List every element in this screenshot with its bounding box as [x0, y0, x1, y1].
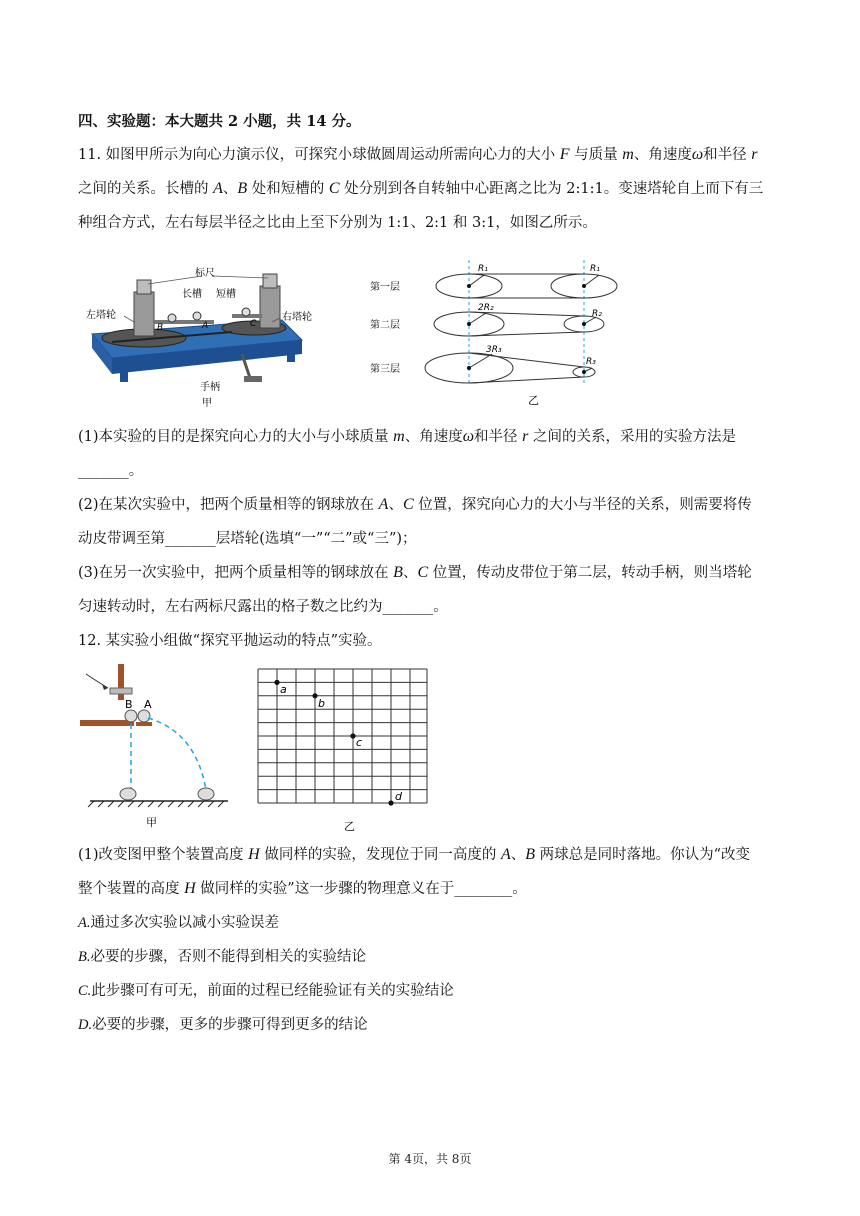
- point-b: [312, 693, 317, 698]
- centripetal-apparatus-figure: [82, 262, 312, 412]
- q11-line-2: [78, 179, 763, 199]
- q11-text: 之间的关系，采用的实验方法是: [528, 429, 736, 445]
- option-text: 必要的步骤，更多的步骤可得到更多的结论: [92, 1017, 368, 1033]
- label-short-groove: 短槽: [216, 289, 236, 300]
- option-letter: B.: [78, 949, 91, 965]
- left-scale-column: [134, 292, 154, 336]
- label-A: A: [144, 698, 152, 711]
- option-letter: C.: [78, 983, 92, 999]
- layer1-left-radius: [469, 275, 484, 286]
- ball-B: [125, 710, 137, 722]
- point-c: [350, 733, 355, 738]
- q11-part1-line1: [78, 427, 736, 447]
- wheel-center: [582, 370, 586, 374]
- q11-text: 、角速度: [633, 147, 692, 163]
- wheel-center: [467, 284, 471, 288]
- var-A: A: [378, 496, 389, 513]
- q11-part3-line2[interactable]: 匀速转动时，左右两标尺露出的格子数之比约为_______。: [78, 599, 448, 615]
- q11-text: 处和短槽的: [247, 181, 329, 197]
- label-b: b: [318, 697, 325, 710]
- label-A: A: [202, 321, 209, 331]
- var-B: B: [237, 180, 248, 197]
- wheel-center: [467, 322, 471, 326]
- q11-text: 、: [402, 565, 418, 581]
- var-omega: ω: [462, 428, 475, 445]
- label-scale: 标尺: [195, 268, 215, 279]
- label-pointer: [212, 276, 268, 278]
- label-r3-left: 3R₃: [486, 345, 502, 355]
- layer1-right-radius: [584, 275, 599, 286]
- q12-part1-line1: [78, 845, 750, 865]
- q11-part3-line1: [78, 563, 752, 583]
- right-scale-top: [263, 274, 277, 288]
- var-A: A: [213, 180, 223, 197]
- q12-text: 两球总是同时落地。你认为“改变: [535, 847, 751, 863]
- q11-part2-line1: [78, 495, 752, 515]
- label-C: C: [250, 319, 257, 329]
- wheel-center: [582, 284, 586, 288]
- figure-caption-yi: 乙: [344, 820, 355, 833]
- option-C[interactable]: [78, 981, 454, 1001]
- option-D[interactable]: [78, 1015, 368, 1035]
- q12-part1-line2[interactable]: [78, 879, 527, 899]
- tower-wheel-layers-figure: [368, 256, 618, 416]
- ball-C: [242, 308, 250, 316]
- q12-title: 12. 某实验小组做“探究平抛运动的特点”实验。: [78, 633, 382, 649]
- q11-text: 位置，传动皮带位于第二层，转动手柄，则当塔轮: [428, 565, 752, 581]
- ground-hatching: [88, 801, 224, 807]
- layer1-label: 第一层: [370, 282, 400, 293]
- q11-line-3: 种组合方式，左右每层半径之比由上至下分别为 1:1、2:1 和 3:1，如图乙所示。: [78, 215, 597, 231]
- option-A[interactable]: [78, 913, 279, 933]
- option-text: 通过多次实验以减小实验误差: [90, 915, 279, 931]
- layer3-belt: [469, 377, 584, 383]
- hammer-head: [110, 688, 132, 694]
- label-handle: 手柄: [200, 382, 220, 393]
- var-B: B: [525, 846, 535, 863]
- label-B: B: [157, 323, 164, 333]
- page-footer: 第 4页，共 8页: [388, 1152, 472, 1166]
- left-scale-top: [137, 280, 151, 294]
- q11-text: 11. 如图甲所示为向心力演示仪，可探究小球做圆周运动所需向心力的大小: [78, 147, 560, 163]
- wheel-center: [582, 322, 586, 326]
- ball-A: [138, 710, 150, 722]
- var-r: r: [751, 146, 758, 163]
- var-m: m: [622, 146, 634, 163]
- q12-text: (1)改变图甲整个装置高度: [78, 847, 249, 863]
- q11-text: 位置，探究向心力的大小与半径的关系，则需要将传: [413, 497, 752, 513]
- q12-text: 整个装置的高度: [78, 881, 185, 897]
- figure-caption-jia: 甲: [146, 816, 157, 829]
- layer2-label: 第二层: [370, 320, 400, 331]
- q11-text: 和半径: [703, 147, 752, 163]
- q12-text: 做同样的实验，发现位于同一高度的: [259, 847, 501, 863]
- q11-part2-line2[interactable]: 动皮带调至第_______层塔轮(选填“一”“二”或“三”)；: [78, 531, 417, 547]
- label-r1-left: R₁: [478, 264, 488, 274]
- label-pointer: [124, 316, 134, 322]
- landed-ball: [198, 788, 214, 800]
- var-F: F: [559, 146, 570, 163]
- option-B[interactable]: [78, 947, 366, 967]
- label-long-groove: 长槽: [182, 289, 202, 300]
- right-platform: [136, 722, 152, 726]
- var-H: H: [184, 880, 196, 897]
- q11-line-1: [78, 145, 757, 165]
- q11-text: (3)在另一次实验中，把两个质量相等的钢球放在: [78, 565, 394, 581]
- var-C: C: [328, 180, 340, 197]
- point-a: [274, 680, 279, 685]
- q11-text: (2)在某次实验中，把两个质量相等的钢球放在: [78, 497, 379, 513]
- ball-A: [193, 312, 201, 320]
- var-B: B: [393, 564, 403, 581]
- option-text: 此步骤可有可无，前面的过程已经能验证有关的实验结论: [91, 983, 454, 999]
- hammer-rod: [118, 664, 124, 700]
- var-m: m: [393, 428, 405, 445]
- wheel-center: [467, 366, 471, 370]
- layer3-left-radius: [469, 354, 492, 368]
- q11-text: 与质量: [569, 147, 623, 163]
- projectile-path: [148, 718, 206, 790]
- q12-text: 、: [510, 847, 526, 863]
- label-c: c: [356, 736, 363, 749]
- right-scale-column: [260, 286, 280, 328]
- apparatus-leg: [120, 370, 128, 382]
- q11-text: 、角速度: [404, 429, 463, 445]
- q11-text: (1)本实验的目的是探究向心力的大小与小球质量: [78, 429, 394, 445]
- option-letter: D.: [78, 1017, 93, 1033]
- projectile-apparatus-figure: [78, 662, 238, 832]
- var-A: A: [500, 846, 511, 863]
- label-r2-right: R₂: [592, 309, 602, 319]
- q11-part1-blank[interactable]: _______。: [78, 463, 144, 479]
- label-a: a: [280, 683, 287, 696]
- section-title: 四、实验题：本大题共 2 小题，共 14 分。: [78, 113, 361, 130]
- option-letter: A.: [78, 915, 91, 931]
- q11-text: 、: [222, 181, 238, 197]
- figure-caption-jia: 甲: [202, 398, 212, 409]
- handle-grip: [244, 376, 262, 382]
- label-r2-left: 2R₂: [478, 303, 494, 313]
- q11-text: 、: [388, 497, 403, 513]
- label-r3-right: R₃: [586, 357, 596, 367]
- var-omega: ω: [691, 146, 704, 163]
- label-d: d: [395, 790, 402, 803]
- var-r: r: [522, 428, 529, 445]
- layer3-belt: [469, 353, 584, 367]
- trajectory-grid-figure: [252, 664, 437, 836]
- label-right-tower: 右塔轮: [282, 312, 312, 323]
- layer3-label: 第三层: [370, 364, 400, 375]
- label-B: B: [125, 698, 133, 711]
- ball-B: [168, 314, 176, 322]
- label-r1-right: R₁: [590, 264, 600, 274]
- apparatus-leg: [287, 350, 295, 362]
- q11-text: 之间的关系。长槽的: [78, 181, 214, 197]
- var-C: C: [402, 496, 414, 513]
- q11-text: 和半径: [474, 429, 523, 445]
- q12-text: 做同样的实验”这一步骤的物理意义在于________。: [195, 881, 527, 897]
- label-pointer: [148, 276, 202, 284]
- label-left-tower: 左塔轮: [86, 310, 116, 321]
- figure-caption-yi: 乙: [528, 394, 539, 407]
- landed-ball: [120, 788, 136, 800]
- option-text: 必要的步骤，否则不能得到相关的实验结论: [90, 949, 366, 965]
- q11-text: 处分别到各自转轴中心距离之比为 2:1:1。变速塔轮自上而下有三: [339, 181, 764, 197]
- layer2-left-radius: [469, 313, 486, 324]
- var-C: C: [417, 564, 429, 581]
- var-H: H: [248, 846, 260, 863]
- point-d: [388, 800, 393, 805]
